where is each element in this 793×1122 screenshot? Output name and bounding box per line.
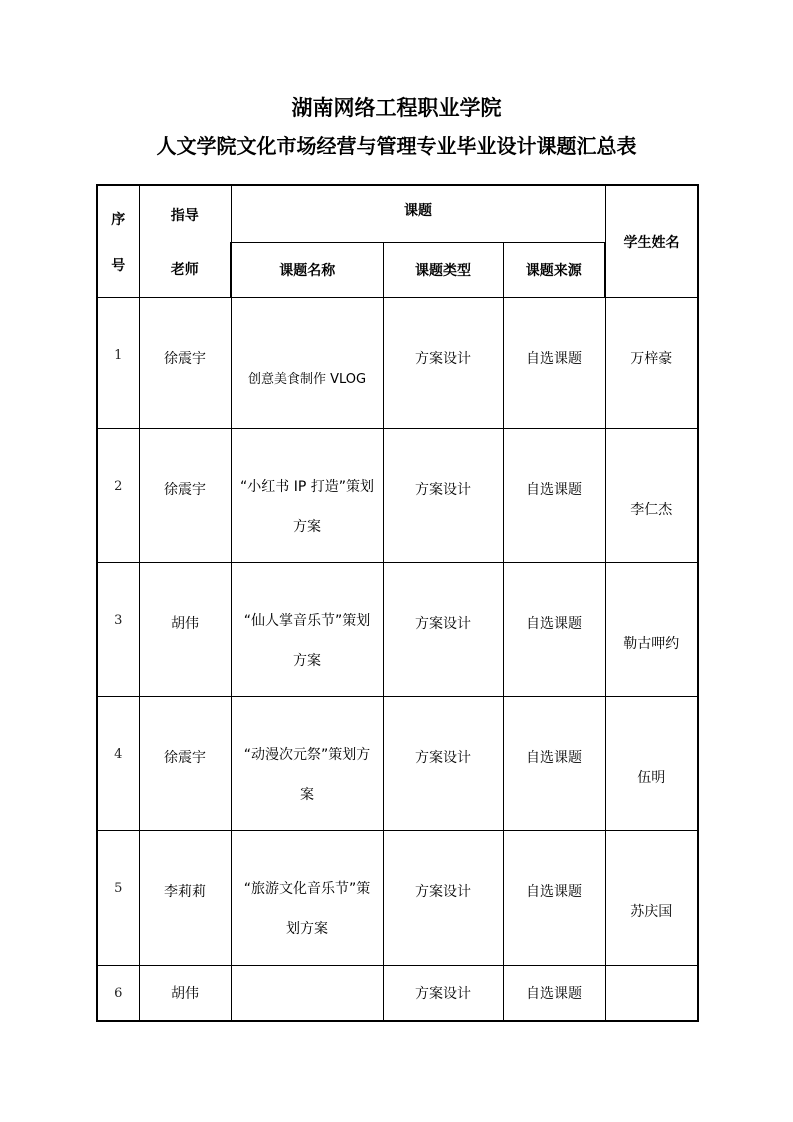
row-advisor: 徐震宇 xyxy=(139,697,231,831)
row-topic-type: 方案设计 xyxy=(383,429,503,563)
row-topic-name: “旅游文化音乐节”策划方案 xyxy=(231,831,383,966)
table-row xyxy=(97,966,698,1021)
row-seq: 4 xyxy=(97,697,139,831)
header-advisor: 指导 老师 xyxy=(139,185,231,298)
table-row xyxy=(97,563,698,697)
header-seq: 序 号 xyxy=(97,185,139,298)
row-topic-source: 自选课题 xyxy=(503,429,605,563)
row-student: 李仁杰 xyxy=(605,429,698,563)
row-topic-name xyxy=(231,966,383,1021)
row-student: 勒古呷约 xyxy=(605,563,698,697)
row-topic-name: 创意美食制作 VLOG xyxy=(231,298,383,429)
row-topic-type: 方案设计 xyxy=(383,966,503,1021)
row-topic-type: 方案设计 xyxy=(383,298,503,429)
row-topic-source: 自选课题 xyxy=(503,563,605,697)
header-topic-source: 课题来源 xyxy=(503,243,605,298)
table-row xyxy=(97,697,698,831)
row-topic-type: 方案设计 xyxy=(383,697,503,831)
table-row xyxy=(97,429,698,563)
document-title: 湖南网络工程职业学院 xyxy=(291,96,502,120)
row-advisor: 徐震宇 xyxy=(139,429,231,563)
row-student: 万梓豪 xyxy=(605,298,698,429)
row-topic-source: 自选课题 xyxy=(503,966,605,1021)
row-student xyxy=(605,966,698,1021)
row-seq: 5 xyxy=(97,831,139,966)
row-topic-source: 自选课题 xyxy=(503,831,605,966)
row-topic-name: “小红书 IP 打造”策划方案 xyxy=(231,429,383,563)
row-advisor: 徐震宇 xyxy=(139,298,231,429)
row-topic-source: 自选课题 xyxy=(503,298,605,429)
row-student: 苏庆国 xyxy=(605,831,698,966)
header-topic-type: 课题类型 xyxy=(383,243,503,298)
row-advisor: 胡伟 xyxy=(139,563,231,697)
header-topic-name: 课题名称 xyxy=(231,243,383,298)
row-student: 伍明 xyxy=(605,697,698,831)
header-topic: 课题 xyxy=(231,185,605,243)
table-row xyxy=(97,298,698,429)
row-topic-source: 自选课题 xyxy=(503,697,605,831)
row-topic-type: 方案设计 xyxy=(383,831,503,966)
topic-summary-table xyxy=(96,184,699,1022)
row-seq: 6 xyxy=(97,966,139,1021)
row-seq: 3 xyxy=(97,563,139,697)
row-topic-name: “仙人掌音乐节”策划方案 xyxy=(231,563,383,697)
row-seq: 2 xyxy=(97,429,139,563)
table-row xyxy=(97,831,698,966)
header-student: 学生姓名 xyxy=(605,185,698,298)
row-topic-name: “动漫次元祭”策划方案 xyxy=(231,697,383,831)
row-advisor: 李莉莉 xyxy=(139,831,231,966)
row-seq: 1 xyxy=(97,298,139,429)
header-row-1 xyxy=(97,185,698,243)
row-topic-type: 方案设计 xyxy=(383,563,503,697)
row-advisor: 胡伟 xyxy=(139,966,231,1021)
document-subtitle: 人文学院文化市场经营与管理专业毕业设计课题汇总表 xyxy=(156,134,637,158)
